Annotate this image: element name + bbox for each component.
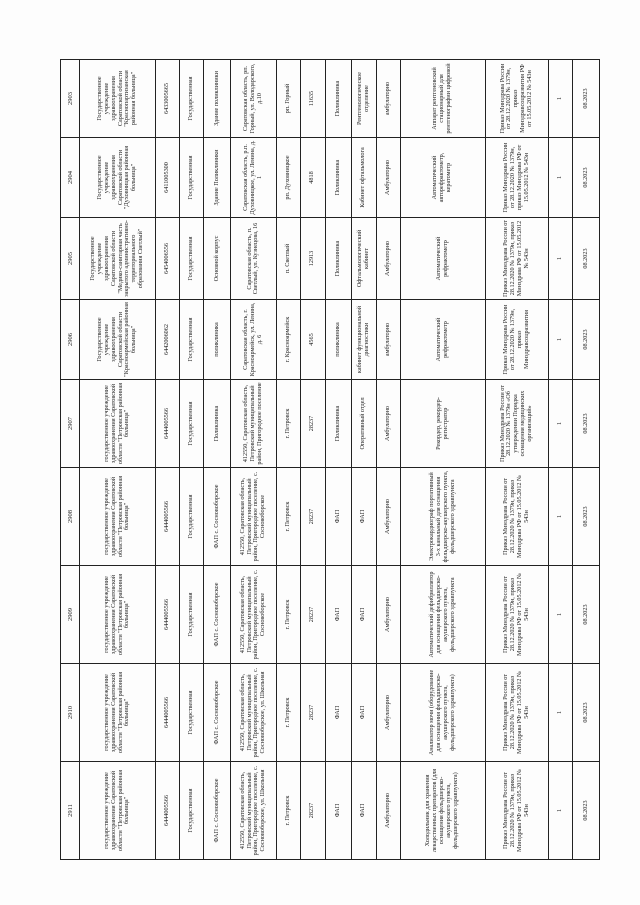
table-cell: государственное учреждение здравоохранения Саратовской области "Петровская районная больница" [80, 762, 155, 860]
table-cell: ФАП с. Сосновоборское [204, 664, 231, 762]
table-cell: 6411005300 [155, 138, 179, 218]
table-cell: Государственная [179, 468, 203, 566]
table-cell: Оперативный отдел [352, 380, 376, 468]
table-cell: Амбулаторно [376, 664, 400, 762]
table-cell: Государственная [179, 380, 203, 468]
table-row [179, 60, 203, 860]
table-cell: 1 [548, 60, 572, 138]
table-cell: государственное учреждение здравоохранения Саратовской области "Петровская районная больница" [80, 380, 155, 468]
table-cell: Приказ Минздрава России от 28.12.2020 № 1379н, приказ Минздрава РФ от 15.05.2012 № 543н [485, 218, 548, 300]
header-cell: 2908 [61, 468, 80, 566]
table-cell: Рентгенологическое отделение [352, 60, 376, 138]
table-cell: 412550, Саратовская область, Петровский муниципальный район, Пригородное поселение, с. Сосновоборское [230, 468, 276, 566]
table-cell: Аппарат рентгеновский стационарный для рентгенографии цифровой [400, 60, 485, 138]
header-cell: 2905 [61, 218, 80, 300]
table-cell: государственное учреждение здравоохранения Саратовской области "Петровская районная больница" [80, 566, 155, 664]
table-cell: 1 [548, 218, 572, 300]
table-cell: Приказ Минздрава России от 28.12.2020 № 1379н, приказ Минздрава РФ от 15.05.2012 № 543н [485, 664, 548, 762]
table-cell: 412550, Саратовская область, Петровский муниципальный район, Пригородное поселение, с. Сосновоборское [230, 566, 276, 664]
table-cell: 6444005566 [155, 664, 179, 762]
table-cell: Автоматический дефибриллятор для оснащения фельдшерско-акушерского пункта, фельдшерского здравпункта [400, 566, 485, 664]
table-cell: Амбулаторно [376, 380, 400, 468]
table-cell: Автоматический рефрактометр [400, 300, 485, 380]
table-cell: Саратовская область, рп. Горный, ул. Володарского, д.10 [230, 60, 276, 138]
table-cell: Государственная [179, 60, 203, 138]
table-cell: 412550, Саратовская область, Петровский муниципальный район, Пригородное поселение, с. Сосновоборское, ул. Школьная [230, 664, 276, 762]
table-cell: Электрокардиограф портативный 3-х канальный для оснащения фельдшерско-акушерского пункта, фельдшерского здравпункта [400, 468, 485, 566]
table-row [548, 60, 572, 860]
table-cell: Поликлиника [325, 60, 352, 138]
table-row [80, 60, 155, 860]
table-cell: Государственная [179, 218, 203, 300]
table-cell: ФАП [352, 664, 376, 762]
table-cell: 1 [548, 468, 572, 566]
table-cell: г. Петровск [277, 762, 301, 860]
header-cell: 2910 [61, 664, 80, 762]
table-cell: 4565 [301, 300, 325, 380]
equipment-table [60, 59, 600, 860]
table-cell: 08.2023 [573, 300, 600, 380]
table-cell: государственное учреждение здравоохранения Саратовской области "Петровская районная больница" [80, 468, 155, 566]
table-cell: 1 [548, 566, 572, 664]
table-cell: кабинет функциональной диагностики [352, 300, 376, 380]
table-cell: Холодильник для хранения лекарственных препаратов (для оснащения фельдшерско-акушерского пункта, фельдшерского здравпункта) [400, 762, 485, 860]
table-cell: Анализатор мочи (оборудование для оснащения фельдшерско-акушерского пункта, фельдшерского здравпункта) [400, 664, 485, 762]
table-cell: г. Петровск [277, 566, 301, 664]
table-cell: 6442006062 [155, 300, 179, 380]
table-cell: Офтальмологический кабинет [352, 218, 376, 300]
table-cell: Здание Поликлиники [204, 138, 231, 218]
header-cell: 2903 [61, 60, 80, 138]
table-row [352, 60, 376, 860]
table-cell: ФАП [325, 468, 352, 566]
table-cell: ФАП [352, 468, 376, 566]
table-cell: Приказ Минздрава России от 28.12.2020 № 1379н «Об утверждении Порядка оснащения медицинских организаций» [485, 380, 548, 468]
table-cell: Амбулаторно [376, 762, 400, 860]
table-cell: Амбулаторно [376, 138, 400, 218]
table-cell: 28237 [301, 664, 325, 762]
table-cell: Поликлиника [325, 138, 352, 218]
table-cell: 12913 [301, 218, 325, 300]
table-header-row [61, 60, 80, 860]
table-cell: 6444005566 [155, 762, 179, 860]
table-cell: 08.2023 [573, 762, 600, 860]
table-cell: Здание поликлиники [204, 60, 231, 138]
table-row [485, 60, 548, 860]
table-cell: Приказ Минздрава России от 28.12.2020 № 1379н, приказ Минздрава РФ от 15.05.2012 № 543н [485, 468, 548, 566]
header-cell: 2907 [61, 380, 80, 468]
table-cell: Амбулаторно [376, 218, 400, 300]
header-cell: 2904 [61, 138, 80, 218]
table-cell: амбулаторно [376, 60, 400, 138]
table-cell: п. Светлый [277, 218, 301, 300]
table-cell: Государственное учреждение здравоохранения Саратовской области "Медико-санитарная часть закрытого административно-территориального образования Светлый" [80, 218, 155, 300]
table-cell: 1 [548, 138, 572, 218]
header-cell: 2911 [61, 762, 80, 860]
table-cell: Саратовская область, п. Светлый, ул. Кузнецова, 16 [230, 218, 276, 300]
table-cell: 08.2023 [573, 566, 600, 664]
table-cell: 08.2023 [573, 664, 600, 762]
table-cell: Амбулаторно [376, 566, 400, 664]
table-cell: 4818 [301, 138, 325, 218]
table-row [400, 60, 485, 860]
table-cell: 28237 [301, 468, 325, 566]
table-cell: 1 [548, 300, 572, 380]
table-cell: Поликлиника [325, 380, 352, 468]
table-cell: 6444005566 [155, 566, 179, 664]
table-cell: Автоматический авторефрактометр, кератометр [400, 138, 485, 218]
table-cell: 08.2023 [573, 468, 600, 566]
table-cell: Рекордер, рекордер-регистратор [400, 380, 485, 468]
table-cell: г. Красноармейск [277, 300, 301, 380]
table-cell: г. Петровск [277, 664, 301, 762]
table-cell: Государственное учреждение здравоохранения Саратовской области "Духовницкая районная больница" [80, 138, 155, 218]
table-cell: Государственная [179, 664, 203, 762]
table-cell: 08.2023 [573, 60, 600, 138]
table-cell: 6433005665 [155, 60, 179, 138]
table-row [301, 60, 325, 860]
table-cell: 412550, Саратовская область, Петровский муниципальный район, Пригородное поселение, с. Сосновоборское, ул. Школьная [230, 762, 276, 860]
table-row [573, 60, 600, 860]
table-cell: 6454006556 [155, 218, 179, 300]
table-cell: 1 [548, 762, 572, 860]
table-cell: г. Петровск [277, 380, 301, 468]
table-row [325, 60, 352, 860]
table-cell: Государственная [179, 300, 203, 380]
table-body [61, 60, 600, 860]
header-cell: 2906 [61, 300, 80, 380]
table-cell: Саратовская область, р.п. Духовницкое, ул. Ленина, д. 1 [230, 138, 276, 218]
table-cell: Кабинет офтальмолога [352, 138, 376, 218]
table-cell: государственное учреждение здравоохранения Саратовской области "Петровская районная больница" [80, 664, 155, 762]
table-row [277, 60, 301, 860]
table-cell: 6444005566 [155, 380, 179, 468]
table-row [376, 60, 400, 860]
table-cell: Приказ Минздрава России от 28.12.2020 № 1379н, приказ Минздрава РФ от 15.05.2012 № 543н [485, 138, 548, 218]
table-cell: 08.2023 [573, 138, 600, 218]
table-cell: 28237 [301, 566, 325, 664]
table-row [155, 60, 179, 860]
table-cell: Поликлиника [204, 380, 231, 468]
table-cell: ФАП [352, 762, 376, 860]
table-cell: Государственная [179, 138, 203, 218]
table-cell: 08.2023 [573, 218, 600, 300]
table-cell: рп. Горный [277, 60, 301, 138]
table-cell: Приказ Минздрава России от 28.12.2020 № 1379н, приказ Минздравсоцразвития РФ от 15.05.2012 № 543н [485, 60, 548, 138]
table-cell: поликлиника [204, 300, 231, 380]
table-cell: ФАП с. Сосновоборское [204, 566, 231, 664]
table-cell: 1 [548, 664, 572, 762]
table-cell: Поликлиника [325, 218, 352, 300]
table-cell: Государственная [179, 762, 203, 860]
table-cell: Государственное учреждение здравоохранения Саратовской области "Красноармейская районная больница" [80, 300, 155, 380]
table-cell: амбулаторно [376, 300, 400, 380]
table-cell: рп. Духовницкое [277, 138, 301, 218]
table-cell: Саратовская область, г. Красноармейск, ул. Ленина, д. 6 [230, 300, 276, 380]
table-cell: 11635 [301, 60, 325, 138]
table-cell: 1 [548, 380, 572, 468]
table-row [230, 60, 276, 860]
table-cell: Приказ Минздрава России от 28.12.2020 № 1379н, приказ Минздравсоцразвития [485, 300, 548, 380]
table-cell: г. Петровск [277, 468, 301, 566]
header-cell: 2909 [61, 566, 80, 664]
table-cell: 6444005566 [155, 468, 179, 566]
table-row [204, 60, 231, 860]
table-cell: Автоматический рефрактометр [400, 218, 485, 300]
table-cell: Государственное учреждение здравоохранения Саратовской области "Краснопартизанская районная больница" [80, 60, 155, 138]
table-cell: ФАП [325, 566, 352, 664]
table-cell: поликлиника [325, 300, 352, 380]
table-cell: 412550, Саратовская область, Петровский муниципальный район, Пригородное поселение [230, 380, 276, 468]
table-cell: 28237 [301, 380, 325, 468]
table-cell: Государственная [179, 566, 203, 664]
table-cell: ФАП с. Сосновоборское [204, 468, 231, 566]
table-cell: 08.2023 [573, 380, 600, 468]
table-cell: ФАП [352, 566, 376, 664]
table-cell: ФАП [325, 762, 352, 860]
table-cell: Основной корпус [204, 218, 231, 300]
table-cell: Приказ Минздрава России от 28.12.2020 № 1379н, приказ Минздрава РФ от 15.05.2012 № 543н [485, 762, 548, 860]
rotated-sheet [60, 60, 600, 860]
table-cell: ФАП с. Сосновоборское [204, 762, 231, 860]
table-cell: Приказ Минздрава России от 28.12.2020 № 1379н, приказ Минздрава РФ от 15.05.2012 № 543н [485, 566, 548, 664]
table-cell: 28237 [301, 762, 325, 860]
table-cell: Амбулаторно [376, 468, 400, 566]
table-cell: ФАП [325, 664, 352, 762]
